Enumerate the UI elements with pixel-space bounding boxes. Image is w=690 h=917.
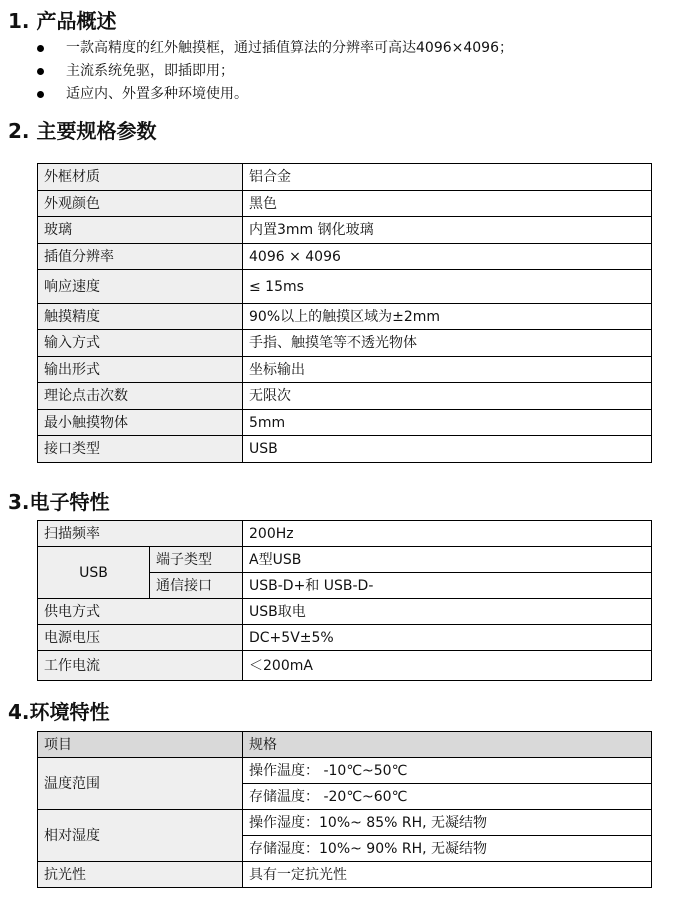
- spec-value: ≤ 15ms: [243, 270, 652, 304]
- spec-key: 输出形式: [38, 357, 243, 383]
- spec-key: 理论点击次数: [38, 383, 243, 410]
- spec-value: 铝合金: [243, 164, 652, 191]
- electrical-table: [37, 520, 652, 681]
- spec-value: USB-D+和 USB-D-: [243, 573, 652, 599]
- spec-value: ＜200mA: [243, 651, 652, 681]
- spec-key: 温度范围: [38, 758, 243, 810]
- table-row: [38, 758, 652, 784]
- table-row: [38, 599, 652, 625]
- table-row: [38, 304, 652, 330]
- spec-key: 相对湿度: [38, 810, 243, 862]
- table-row: [38, 862, 652, 888]
- spec-key: 抗光性: [38, 862, 243, 888]
- spec-value: 200Hz: [243, 521, 652, 547]
- spec-value: 存储温度： -20℃~60℃: [243, 784, 652, 810]
- spec-key: 供电方式: [38, 599, 243, 625]
- section-1-title: 1. 产品概述: [8, 9, 117, 33]
- overview-list: [34, 37, 513, 106]
- spec-key: 接口类型: [38, 436, 243, 463]
- section-3-title: 3.电子特性: [8, 490, 110, 514]
- spec-key: 输入方式: [38, 330, 243, 357]
- spec-key: 玻璃: [38, 217, 243, 244]
- spec-value: 手指、触摸笔等不透光物体: [243, 330, 652, 357]
- environment-table: [37, 731, 652, 888]
- spec-value: 操作湿度：10%~ 85% RH, 无凝结物: [243, 810, 652, 836]
- spec-key: 扫描频率: [38, 521, 243, 547]
- bullet-icon: [37, 45, 44, 52]
- list-item: 主流系统免驱，即插即用；: [34, 60, 513, 83]
- section-2-title: 2. 主要规格参数: [8, 119, 157, 143]
- bullet-icon: [37, 91, 44, 98]
- usb-group-label: USB: [38, 547, 150, 599]
- spec-value: 坐标输出: [243, 357, 652, 383]
- list-item: 一款高精度的红外触摸框，通过插值算法的分辨率可高达4096×4096；: [34, 37, 513, 60]
- specs-table: [37, 163, 652, 463]
- spec-key: 外观颜色: [38, 191, 243, 217]
- spec-value: 4096 × 4096: [243, 244, 652, 270]
- spec-value: 5mm: [243, 410, 652, 436]
- spec-key: 端子类型: [150, 547, 243, 573]
- spec-value: 具有一定抗光性: [243, 862, 652, 888]
- environment-rows: [38, 732, 652, 888]
- spec-key: 外框材质: [38, 164, 243, 191]
- table-row: [38, 217, 652, 244]
- column-header-spec: 规格: [243, 732, 652, 758]
- table-header-row: [38, 732, 652, 758]
- spec-value: 黑色: [243, 191, 652, 217]
- table-row: [38, 651, 652, 681]
- table-row: [38, 410, 652, 436]
- table-row: [38, 521, 652, 547]
- spec-value: 内置3mm 钢化玻璃: [243, 217, 652, 244]
- table-row: [38, 357, 652, 383]
- spec-value: DC+5V±5%: [243, 625, 652, 651]
- spec-key: 电源电压: [38, 625, 243, 651]
- table-row: [38, 191, 652, 217]
- table-row: [38, 810, 652, 836]
- table-row: [38, 164, 652, 191]
- table-row: [38, 625, 652, 651]
- spec-key: 触摸精度: [38, 304, 243, 330]
- spec-value: A型USB: [243, 547, 652, 573]
- table-row: [38, 436, 652, 463]
- spec-value: USB: [243, 436, 652, 463]
- spec-key: 最小触摸物体: [38, 410, 243, 436]
- table-row: [38, 330, 652, 357]
- spec-key: 插值分辨率: [38, 244, 243, 270]
- specs-rows: [38, 164, 652, 463]
- table-row: [38, 270, 652, 304]
- spec-value: 90%以上的触摸区域为±2mm: [243, 304, 652, 330]
- spec-key: 响应速度: [38, 270, 243, 304]
- list-item: 适应内、外置多种环境使用。: [34, 83, 513, 106]
- spec-value: 存储湿度：10%~ 90% RH, 无凝结物: [243, 836, 652, 862]
- table-row: [38, 383, 652, 410]
- spec-value: 操作温度： -10℃~50℃: [243, 758, 652, 784]
- spec-value: USB取电: [243, 599, 652, 625]
- column-header-item: 项目: [38, 732, 243, 758]
- spec-key: 通信接口: [150, 573, 243, 599]
- bullet-icon: [37, 68, 44, 75]
- table-row: [38, 244, 652, 270]
- section-4-title: 4.环境特性: [8, 700, 110, 724]
- electrical-rows: [38, 521, 652, 681]
- spec-key: 工作电流: [38, 651, 243, 681]
- spec-value: 无限次: [243, 383, 652, 410]
- table-row: [38, 547, 652, 573]
